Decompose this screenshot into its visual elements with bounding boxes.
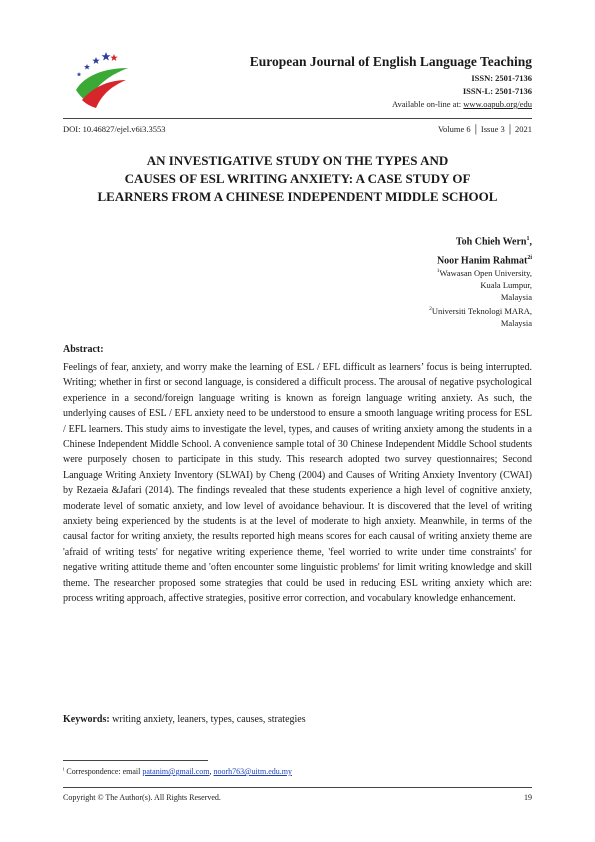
- footnote-rule: [63, 760, 208, 761]
- authors: [437, 231, 532, 270]
- doi: DOI: 10.46827/ejel.v6i3.3553: [63, 124, 166, 134]
- footnote: $^i$ Correspondence: email patanim@gmail.com, noorh763@uitm.edu.my: [63, 767, 292, 776]
- affiliation-line: Malaysia: [500, 292, 532, 303]
- author: [437, 231, 532, 250]
- affiliation-sup: 2: [429, 306, 432, 313]
- affiliation-line: Kuala Lumpur,: [480, 280, 532, 291]
- issn: ISSN: 2501-7136: [471, 73, 532, 83]
- author-sup: 1: [526, 236, 530, 242]
- author-name: Toh Chieh Wern: [455, 236, 527, 248]
- journal-title: European Journal of English Language Teaching: [249, 54, 532, 69]
- author-name: Noor Hanim Rahmat: [436, 255, 528, 267]
- abstract-body: Feelings of fear, anxiety, and worry make the learning of ESL / EFL difficult as learners’ focus is being interrupted. Writing; whether in first or second language, is considered a difficult process. The arousal of negative psychological experience in a second/foreign language writing is known as foreign language writing anxiety. As such, the underlying causes of ESL / EFL anxiety need to be understood to ensure a smooth language writing process for ESL / EFL learners. This study aims to investigate the level, types, and causes of writing anxiety among the students in a Chinese Independent Middle School. A convenience sample total of 30 Chinese Independent Middle School students were purposely chosen to participate in this study. This research adopted two survey questionnaires; Second Language Writing Anxiety Inventory (SLWAI) by Cheng (2004) and Causes of Writing Anxiety Inventory (CWAI) by Rezaeia &Jafari (2014). The findings revealed that these students experience a high level of cognitive anxiety, moderate level of somatic anxiety, and low level of avoidance behaviour. It is discovered that the level of writing anxiety being experienced by the students is at the level of moderate to high anxiety. Meanwhile, in terms of the causal factor for writing anxiety, the results reported high means scores for each causal of writing anxiety theme are 'afraid of writing tests' for negative writing experience theme, 'feel worried to write under time constraints' for negative writing attitude theme and 'often encounter some linguistic problems' for limit writing knowledge and skill theme. The researcher proposed some strategies that could be used in reducing ESL writing anxiety which are: process writing approach, affective strategies, positive error correction, and vocabulary knowledge enhancement.: [63, 362, 532, 605]
- footnote-sup: i: [63, 767, 65, 773]
- footnote-prefix: Correspondence: email: [66, 767, 143, 776]
- header-rule: [63, 118, 532, 119]
- author-sup: 2i: [527, 255, 532, 262]
- email-link-1[interactable]: patanim@gmail.com: [142, 767, 210, 776]
- title-line: AN INVESTIGATIVE STUDY ON THE TYPES AND: [146, 153, 449, 168]
- keywords: [63, 714, 532, 725]
- copyright: Copyright © The Author(s). All Rights Reserved.: [63, 793, 221, 802]
- affiliation-line: $^1$Wawasan Open University,: [436, 267, 532, 278]
- footer-rule: [63, 787, 532, 788]
- online-availability: [392, 99, 532, 109]
- volume-issue: Volume 6 │ Issue 3 │ 2021: [437, 124, 532, 134]
- affiliation-sup: 1: [436, 268, 440, 274]
- keywords-text: writing anxiety, leaners, types, causes, strategies: [109, 714, 306, 725]
- issn-l: ISSN-L: 2501-7136: [462, 86, 532, 96]
- affiliations: [429, 265, 532, 330]
- page-number: 19: [524, 793, 532, 802]
- email-link-2[interactable]: noorh763@uitm.edu.my: [213, 767, 292, 776]
- title-line: CAUSES OF ESL WRITING ANXIETY: A CASE STUDY OF: [124, 170, 471, 186]
- affiliation-line: $^2$Universiti Teknologi MARA,: [429, 306, 532, 317]
- affiliation-line: Malaysia: [500, 318, 532, 329]
- author-trail: ,: [529, 236, 532, 248]
- paper-title: [63, 152, 532, 205]
- title-line: LEARNERS FROM A CHINESE INDEPENDENT MIDDLE SCHOOL: [97, 188, 498, 204]
- journal-logo-icon: [66, 50, 134, 110]
- keywords-label: Keywords:: [63, 714, 110, 725]
- abstract-heading: Abstract:: [63, 344, 104, 355]
- online-prefix: Available on-line at:: [391, 99, 464, 109]
- doi-line: [63, 124, 532, 134]
- journal-url-link[interactable]: www.oapub.org/edu: [463, 99, 532, 109]
